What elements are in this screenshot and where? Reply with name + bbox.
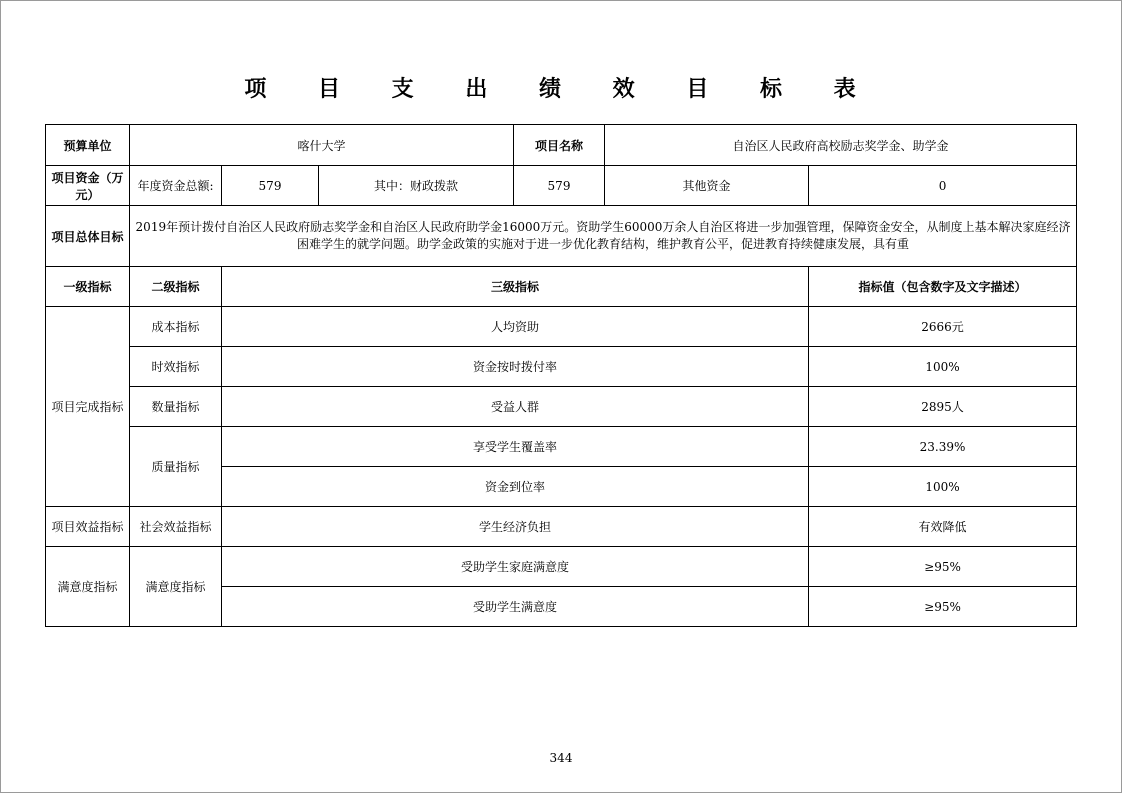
row-value: ≥95% xyxy=(809,587,1077,627)
row-level2: 质量指标 xyxy=(130,427,222,507)
row-level3: 受益人群 xyxy=(222,387,809,427)
table-row xyxy=(46,387,1077,427)
group-benefit: 项目效益指标 xyxy=(46,507,130,547)
funds-other-value: 0 xyxy=(809,166,1077,206)
row-level3: 受助学生满意度 xyxy=(222,587,809,627)
column-header-level3: 三级指标 xyxy=(222,267,809,307)
row-level3: 资金按时拨付率 xyxy=(222,347,809,387)
row-level2: 满意度指标 xyxy=(130,547,222,627)
row-level2: 时效指标 xyxy=(130,347,222,387)
column-header-level2: 二级指标 xyxy=(130,267,222,307)
goal-text: 2019年预计拨付自治区人民政府励志奖学金和自治区人民政府助学金16000万元。资助学生60000万余人自治区将进一步加强管理，保障资金安全，从制度上基本解决家庭经济困难学生的就学问题。助学金政策的实施对于进一步优化教育结构，维护教育公平，促进教育持续健康发展，具有重 xyxy=(130,206,1077,267)
table-row-funds xyxy=(46,166,1077,206)
budget-unit-value: 喀什大学 xyxy=(130,125,514,166)
row-level3: 受助学生家庭满意度 xyxy=(222,547,809,587)
project-name-value: 自治区人民政府高校励志奖学金、助学金 xyxy=(605,125,1077,166)
table-row xyxy=(46,427,1077,467)
funds-total-label: 年度资金总额: xyxy=(130,166,222,206)
column-header-level1: 一级指标 xyxy=(46,267,130,307)
table-row-goal xyxy=(46,206,1077,267)
table-row xyxy=(46,307,1077,347)
row-level3: 享受学生覆盖率 xyxy=(222,427,809,467)
group-completion: 项目完成指标 xyxy=(46,307,130,507)
row-value: 2895人 xyxy=(809,387,1077,427)
row-level3: 资金到位率 xyxy=(222,467,809,507)
column-header-value: 指标值（包含数字及文字描述） xyxy=(809,267,1077,307)
funds-label: 项目资金（万元） xyxy=(46,166,130,206)
page-title: 项 目 支 出 绩 效 目 标 表 xyxy=(244,77,878,102)
row-level3: 人均资助 xyxy=(222,307,809,347)
row-value: ≥95% xyxy=(809,547,1077,587)
page-number: 344 xyxy=(549,751,573,765)
row-value: 2666元 xyxy=(809,307,1077,347)
funds-other-label: 其他资金 xyxy=(605,166,809,206)
row-level2: 社会效益指标 xyxy=(130,507,222,547)
row-level3: 学生经济负担 xyxy=(222,507,809,547)
table-row-header-info xyxy=(46,125,1077,166)
table-row xyxy=(46,507,1077,547)
project-name-label: 项目名称 xyxy=(514,125,605,166)
budget-unit-label: 预算单位 xyxy=(46,125,130,166)
funds-fiscal-label: 其中：财政拨款 xyxy=(319,166,514,206)
funds-total-value: 579 xyxy=(222,166,319,206)
table-row xyxy=(46,547,1077,587)
row-level2: 数量指标 xyxy=(130,387,222,427)
goal-label: 项目总体目标 xyxy=(46,206,130,267)
row-value: 23.39% xyxy=(809,427,1077,467)
row-level2: 成本指标 xyxy=(130,307,222,347)
group-satisfaction: 满意度指标 xyxy=(46,547,130,627)
performance-target-table xyxy=(45,124,1077,627)
table-row-column-headers xyxy=(46,267,1077,307)
funds-fiscal-value: 579 xyxy=(514,166,605,206)
row-value: 100% xyxy=(809,467,1077,507)
table-row xyxy=(46,347,1077,387)
row-value: 有效降低 xyxy=(809,507,1077,547)
row-value: 100% xyxy=(809,347,1077,387)
